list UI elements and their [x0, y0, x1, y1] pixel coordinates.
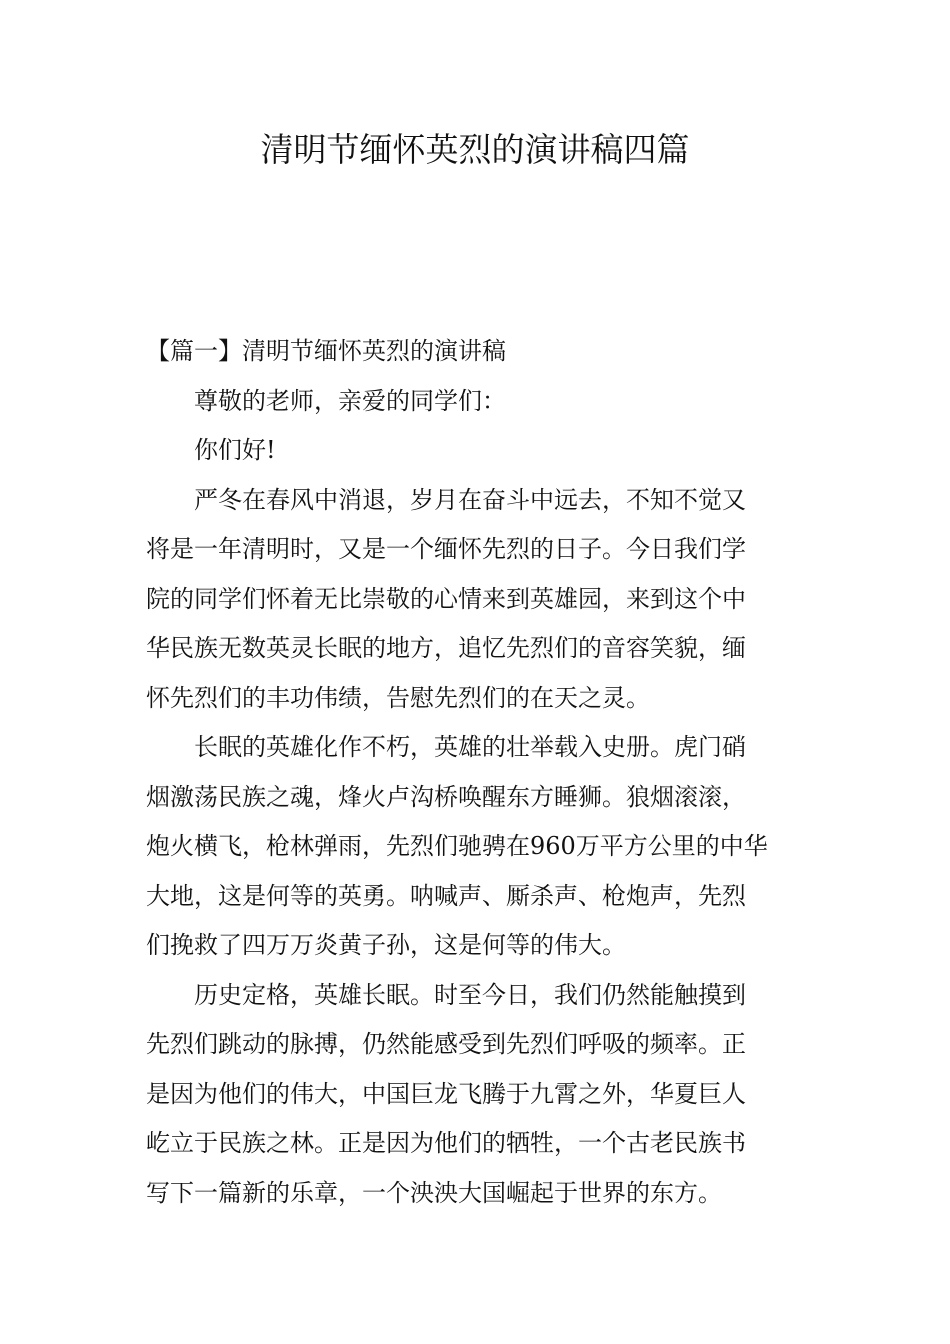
paragraph-line: 写下一篇新的乐章，一个泱泱大国崛起于世界的东方。 — [146, 1178, 722, 1207]
paragraph-3 — [146, 971, 806, 1219]
paragraph-line: 先烈们跳动的脉搏，仍然能感受到先烈们呼吸的频率。正 — [146, 1030, 746, 1058]
paragraph-line: 华民族无数英灵长眠的地方，追忆先烈们的音容笑貌，缅 — [146, 634, 746, 662]
paragraph-line: 严冬在春风中消退，岁月在奋斗中远去，不知不觉又 — [194, 485, 746, 514]
section-heading: 【篇一】清明节缅怀英烈的演讲稿 — [146, 337, 506, 365]
paragraph-line: 大地，这是何等的英勇。呐喊声、厮杀声、枪炮声，先烈 — [146, 881, 746, 910]
document-title: 清明节缅怀英烈的演讲稿四篇 — [260, 130, 690, 169]
paragraph-line: 怀先烈们的丰功伟绩，告慰先烈们的在天之灵。 — [146, 683, 650, 712]
greeting: 你们好! — [194, 436, 276, 464]
paragraph-line: 院的同学们怀着无比崇敬的心情来到英雄园，来到这个中 — [146, 584, 746, 613]
salutation: 尊敬的老师，亲爱的同学们： — [194, 386, 506, 415]
paragraph-line: 历史定格，英雄长眠。时至今日，我们仍然能触摸到 — [194, 980, 746, 1009]
paragraph-1 — [146, 476, 806, 724]
document-body — [146, 327, 806, 1218]
paragraph-line: 将是一年清明时，又是一个缅怀先烈的日子。今日我们学 — [146, 535, 746, 563]
paragraph-line: 炮火横飞，枪林弹雨，先烈们驰骋在960万平方公里的中华 — [146, 832, 768, 860]
paragraph-line: 们挽救了四万万炎黄子孙，这是何等的伟大。 — [146, 931, 626, 959]
paragraph-2 — [146, 723, 806, 971]
paragraph-line: 是因为他们的伟大，中国巨龙飞腾于九霄之外，华夏巨人 — [146, 1079, 746, 1108]
paragraph-line: 烟激荡民族之魂，烽火卢沟桥唤醒东方睡狮。狼烟滚滚， — [146, 782, 746, 811]
paragraph-line: 长眠的英雄化作不朽，英雄的壮举载入史册。虎门硝 — [194, 733, 746, 761]
paragraph-line: 屹立于民族之林。正是因为他们的牺牲，一个古老民族书 — [146, 1129, 746, 1157]
